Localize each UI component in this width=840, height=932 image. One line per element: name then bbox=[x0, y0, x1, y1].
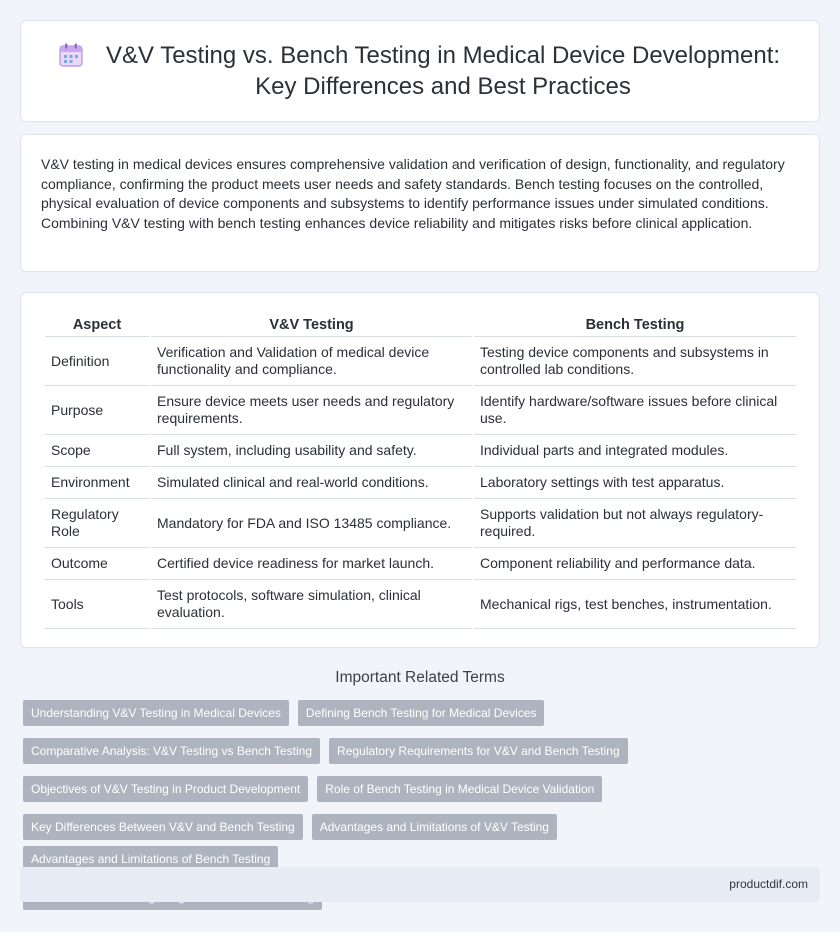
related-term-link[interactable]: Understanding V&V Testing in Medical Devices bbox=[23, 700, 289, 726]
table-header-row bbox=[45, 309, 796, 337]
calendar-icon bbox=[57, 41, 85, 69]
cell-aspect: Purpose bbox=[45, 386, 149, 435]
page-title: V&V Testing vs. Bench Testing in Medical Device Development: Key Differences and Best Practices bbox=[105, 42, 781, 100]
footer bbox=[20, 867, 820, 902]
cell-bench: Mechanical rigs, test benches, instrumentation. bbox=[474, 580, 796, 629]
table-row bbox=[45, 548, 796, 580]
related-term-link[interactable]: Advantages and Limitations of V&V Testing bbox=[312, 814, 557, 840]
table-row bbox=[45, 499, 796, 548]
related-term-link[interactable]: Defining Bench Testing for Medical Devices bbox=[298, 700, 545, 726]
table-row bbox=[45, 435, 796, 467]
cell-aspect: Environment bbox=[45, 467, 149, 499]
cell-bench: Component reliability and performance data. bbox=[474, 548, 796, 580]
header-aspect: Aspect bbox=[45, 309, 149, 337]
cell-bench: Individual parts and integrated modules. bbox=[474, 435, 796, 467]
cell-aspect: Regulatory Role bbox=[45, 499, 149, 548]
related-term-link[interactable]: Comparative Analysis: V&V Testing vs Bench Testing bbox=[23, 738, 320, 764]
related-term-link[interactable]: Objectives of V&V Testing in Product Development bbox=[23, 776, 308, 802]
title-card bbox=[20, 20, 820, 122]
cell-aspect: Tools bbox=[45, 580, 149, 629]
cell-vv: Certified device readiness for market launch. bbox=[151, 548, 472, 580]
cell-vv: Test protocols, software simulation, clinical evaluation. bbox=[151, 580, 472, 629]
cell-vv: Simulated clinical and real-world conditions. bbox=[151, 467, 472, 499]
cell-bench: Laboratory settings with test apparatus. bbox=[474, 467, 796, 499]
comparison-table-card bbox=[20, 292, 820, 648]
title-wrap bbox=[21, 40, 819, 102]
related-term-link[interactable]: Advantages and Limitations of Bench Testing bbox=[23, 846, 278, 872]
comparison-table bbox=[43, 309, 798, 629]
header-bench-testing: Bench Testing bbox=[474, 309, 796, 337]
cell-bench: Testing device components and subsystems in controlled lab conditions. bbox=[474, 337, 796, 386]
summary-text: V&V testing in medical devices ensures comprehensive validation and verification of design, functionality, and regulatory compliance, confirming the product meets user needs and safety standards. Bench testing focuses on the controlled, physical evaluation of device components and subsystems to identify performance issues under simulated conditions. Combining V&V testing with bench testing enhances device reliability and mitigates risks before clinical application. bbox=[41, 156, 785, 231]
cell-vv: Ensure device meets user needs and regulatory requirements. bbox=[151, 386, 472, 435]
cell-bench: Supports validation but not always regulatory-required. bbox=[474, 499, 796, 548]
cell-vv: Mandatory for FDA and ISO 13485 compliance. bbox=[151, 499, 472, 548]
footer-site-link[interactable]: productdif.com bbox=[729, 877, 808, 891]
related-term-link[interactable]: Key Differences Between V&V and Bench Testing bbox=[23, 814, 303, 840]
cell-aspect: Scope bbox=[45, 435, 149, 467]
related-terms-heading: Important Related Terms bbox=[335, 669, 505, 686]
summary-card bbox=[20, 134, 820, 272]
table-row bbox=[45, 467, 796, 499]
related-term-link[interactable]: Role of Bench Testing in Medical Device Validation bbox=[317, 776, 602, 802]
cell-bench: Identify hardware/software issues before clinical use. bbox=[474, 386, 796, 435]
cell-aspect: Definition bbox=[45, 337, 149, 386]
related-term-link[interactable]: Regulatory Requirements for V&V and Bench Testing bbox=[329, 738, 628, 764]
cell-vv: Full system, including usability and safety. bbox=[151, 435, 472, 467]
table-row bbox=[45, 580, 796, 629]
cell-aspect: Outcome bbox=[45, 548, 149, 580]
table-row bbox=[45, 337, 796, 386]
header-vv-testing: V&V Testing bbox=[151, 309, 472, 337]
table-row bbox=[45, 386, 796, 435]
cell-vv: Verification and Validation of medical device functionality and compliance. bbox=[151, 337, 472, 386]
